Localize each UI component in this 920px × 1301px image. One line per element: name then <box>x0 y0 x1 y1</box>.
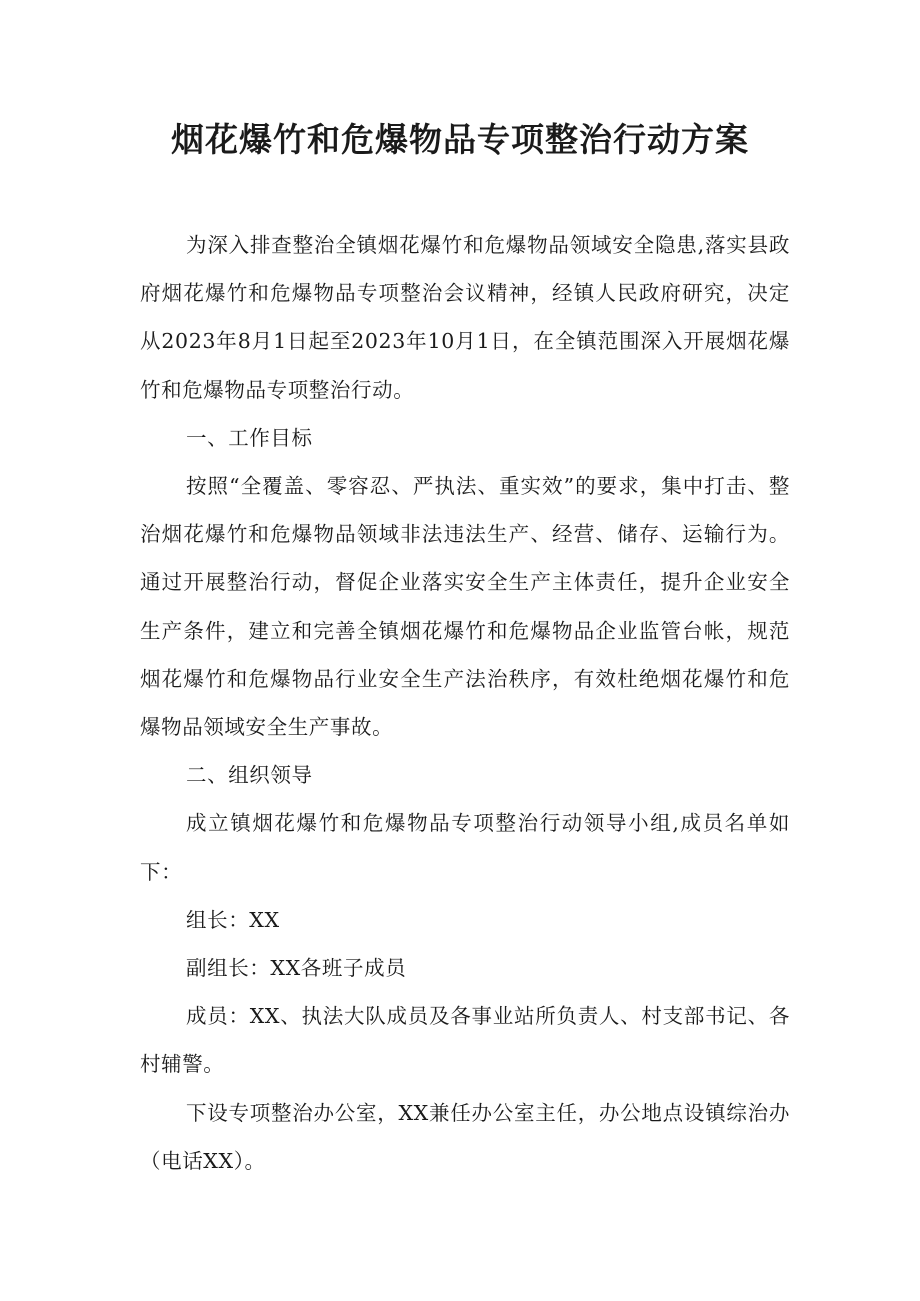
intro-paragraph: 为深入排查整治全镇烟花爆竹和危爆物品领域安全隐患,落实县政府烟花爆竹和危爆物品专项整治会议精神，经镇人民政府研究，决定从2023年8月1日起至2023年10月1日，在全镇范围深入开展烟花爆竹和危爆物品专项整治行动。 <box>140 233 790 402</box>
section-heading-organization: 二、组织领导 <box>186 763 313 788</box>
section-heading-goals: 一、工作目标 <box>186 425 313 450</box>
leadership-group-paragraph: 成立镇烟花爆竹和危爆物品专项整治行动领导小组,成员名单如下： <box>140 811 790 884</box>
document-body <box>140 221 790 1185</box>
goals-paragraph: 按照“全覆盖、零容忍、严执法、重实效”的要求，集中打击、整治烟花爆竹和危爆物品领域非法违法生产、经营、储存、运输行为。通过开展整治行动，督促企业落实安全生产主体责任，提升企业安全生产条件，建立和完善全镇烟花爆竹和危爆物品企业监管台帐，规范烟花爆竹和危爆物品行业安全生产法治秩序，有效杜绝烟花爆竹和危爆物品领域安全生产事故。 <box>140 474 790 740</box>
members-line: 成员：XX、执法大队成员及各事业站所负责人、村支部书记、各村辅警。 <box>140 1004 790 1077</box>
document-title: 烟花爆竹和危爆物品专项整治行动方案 <box>171 120 749 159</box>
office-paragraph: 下设专项整治办公室，XX兼任办公室主任，办公地点设镇综治办（电话XX）。 <box>140 1100 790 1173</box>
group-leader-line: 组长：XX <box>186 907 280 932</box>
deputy-leader-line: 副组长：XX各班子成员 <box>186 956 407 981</box>
